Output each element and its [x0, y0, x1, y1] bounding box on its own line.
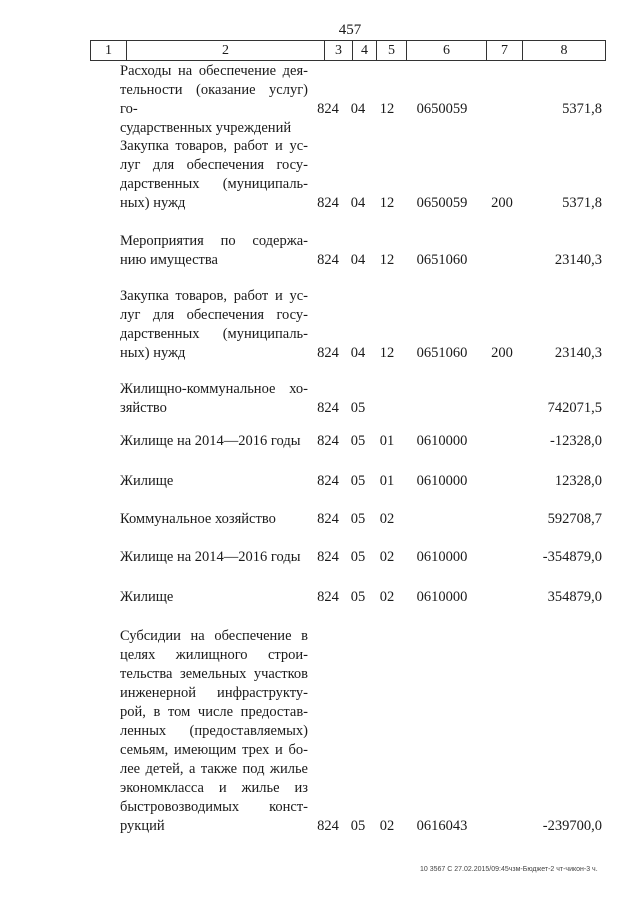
cell-c6: 0650059 — [416, 195, 468, 211]
row-name-line: Жилище на 2014—2016 годы — [120, 433, 301, 449]
cell-c5: 01 — [379, 433, 395, 449]
cell-c8: 592708,7 — [547, 511, 602, 527]
cell-c3: 824 — [317, 433, 339, 449]
row-name-line: дарственных (муниципаль- — [120, 176, 308, 192]
cell-c6: 0651060 — [416, 252, 468, 268]
row-name-line: Расходы на обеспечение дея- — [120, 63, 308, 79]
cell-c6: 0610000 — [416, 549, 468, 565]
cell-c3: 824 — [317, 252, 339, 268]
row-name — [120, 62, 308, 138]
cell-c3: 824 — [317, 345, 339, 361]
row-name — [120, 137, 308, 213]
row-name-line: зяйство — [120, 400, 167, 416]
cell-c3: 824 — [317, 511, 339, 527]
header-col-7: 7 — [487, 41, 523, 61]
cell-c6: 0610000 — [416, 589, 468, 605]
row-name-line: семьям, имеющим трех и бо- — [120, 742, 308, 758]
cell-c4: 05 — [350, 818, 366, 834]
row-name-line: тельности (оказание услуг) го- — [120, 82, 308, 117]
cell-c6: 0610000 — [416, 473, 468, 489]
cell-c5: 12 — [379, 195, 395, 211]
cell-c8: 12328,0 — [554, 473, 602, 489]
row-name-line: рой, в том числе предостав- — [120, 704, 308, 720]
row-name — [120, 287, 308, 363]
cell-c8: 5371,8 — [562, 101, 602, 117]
cell-c5: 02 — [379, 818, 395, 834]
cell-c4: 04 — [350, 345, 366, 361]
cell-c3: 824 — [317, 101, 339, 117]
cell-c8: 5371,8 — [562, 195, 602, 211]
cell-c4: 05 — [350, 589, 366, 605]
row-name-line: лее детей, а также под жилье — [120, 761, 308, 777]
row-name-line: ных) нужд — [120, 195, 186, 211]
footer-stamp: 10 3567 С 27.02.2015/09:45чзм-Бюджет-2 чт-чикон-3 ч. — [420, 866, 598, 873]
header-col-1: 1 — [91, 41, 127, 61]
cell-c4: 04 — [350, 195, 366, 211]
cell-c8: -354879,0 — [542, 549, 602, 565]
cell-c8: -12328,0 — [550, 433, 602, 449]
row-name-line: рукций — [120, 818, 165, 834]
cell-c5: 12 — [379, 345, 395, 361]
cell-c3: 824 — [317, 195, 339, 211]
cell-c7: 200 — [491, 195, 513, 211]
row-name-line: Закупка товаров, работ и ус- — [120, 138, 308, 154]
page-number: 457 — [338, 22, 362, 38]
cell-c5: 02 — [379, 549, 395, 565]
cell-c8: 23140,3 — [554, 345, 602, 361]
cell-c8: -239700,0 — [542, 818, 602, 834]
row-name — [120, 627, 308, 836]
row-name — [120, 472, 308, 491]
cell-c5: 01 — [379, 473, 395, 489]
cell-c3: 824 — [317, 473, 339, 489]
cell-c4: 04 — [350, 252, 366, 268]
row-name-line: луг для обеспечения госу- — [120, 157, 308, 173]
cell-c8: 742071,5 — [547, 400, 602, 416]
cell-c6: 0650059 — [416, 101, 468, 117]
cell-c7: 200 — [491, 345, 513, 361]
cell-c4: 05 — [350, 400, 366, 416]
cell-c8: 354879,0 — [547, 589, 602, 605]
cell-c4: 04 — [350, 101, 366, 117]
row-name-line: Закупка товаров, работ и ус- — [120, 288, 308, 304]
row-name — [120, 588, 308, 607]
row-name — [120, 232, 308, 270]
cell-c5: 02 — [379, 511, 395, 527]
cell-c4: 05 — [350, 511, 366, 527]
row-name-line: тельства земельных участков — [120, 666, 308, 682]
row-name-line: Жилищно-коммунальное хо- — [120, 381, 308, 397]
table-header — [90, 40, 606, 61]
row-name-line: луг для обеспечения госу- — [120, 307, 308, 323]
row-name-line: Субсидии на обеспечение в — [120, 628, 308, 644]
cell-c5: 02 — [379, 589, 395, 605]
cell-c5: 12 — [379, 252, 395, 268]
cell-c6: 0610000 — [416, 433, 468, 449]
row-name-line: Жилище — [120, 473, 174, 489]
cell-c4: 05 — [350, 473, 366, 489]
cell-c5: 12 — [379, 101, 395, 117]
row-name-line: Жилище — [120, 589, 174, 605]
row-name-line: Коммунальное хозяйство — [120, 511, 276, 527]
row-name-line: Жилище на 2014—2016 годы — [120, 549, 301, 565]
header-col-2: 2 — [127, 41, 325, 61]
row-name — [120, 432, 308, 451]
row-name — [120, 380, 308, 418]
header-col-4: 4 — [353, 41, 377, 61]
cell-c4: 05 — [350, 433, 366, 449]
cell-c8: 23140,3 — [554, 252, 602, 268]
row-name-line: целях жилищного строи- — [120, 647, 308, 663]
row-name-line: быстровозводимых конст- — [120, 799, 308, 815]
row-name-line: нию имущества — [120, 252, 218, 268]
row-name-line: инженерной инфраструкту- — [120, 685, 308, 701]
cell-c3: 824 — [317, 549, 339, 565]
cell-c6: 0651060 — [416, 345, 468, 361]
cell-c3: 824 — [317, 818, 339, 834]
header-col-6: 6 — [407, 41, 487, 61]
cell-c4: 05 — [350, 549, 366, 565]
cell-c3: 824 — [317, 400, 339, 416]
row-name-line: сударственных учреждений — [120, 120, 292, 136]
row-name-line: дарственных (муниципаль- — [120, 326, 308, 342]
row-name — [120, 510, 308, 529]
cell-c6: 0616043 — [416, 818, 468, 834]
row-name-line: ных) нужд — [120, 345, 186, 361]
header-col-5: 5 — [377, 41, 407, 61]
cell-c3: 824 — [317, 589, 339, 605]
row-name-line: ленных (предоставляемых) — [120, 723, 308, 739]
row-name — [120, 548, 308, 567]
row-name-line: экономкласса и жилье из — [120, 780, 308, 796]
row-name-line: Мероприятия по содержа- — [120, 233, 308, 249]
header-col-3: 3 — [325, 41, 353, 61]
header-col-8: 8 — [523, 41, 606, 61]
